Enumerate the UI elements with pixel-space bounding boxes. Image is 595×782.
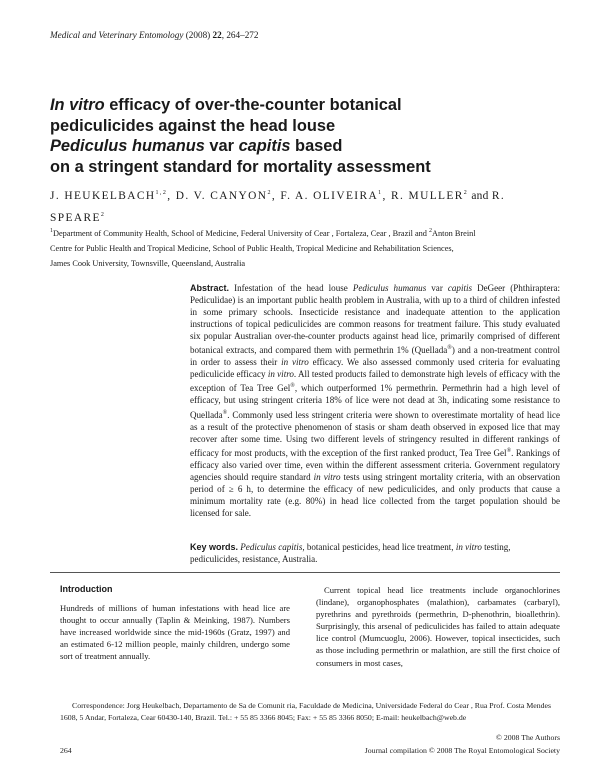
journal-name: Medical and Veterinary Entomology xyxy=(50,30,184,40)
affil-line-1: Department of Community Health, School of Medicine, Federal University of Cear , Fortaleza, Cear , Brazil and xyxy=(53,228,430,238)
keywords-heading: Key words. xyxy=(190,542,239,552)
registered-mark: ® xyxy=(222,409,228,416)
page-number: 264 xyxy=(60,746,72,755)
introduction-heading: Introduction xyxy=(60,584,113,594)
abstract-text: . All tested products failed to demonstrate high levels of efficacy with the exception of Tea Tree Gel xyxy=(190,369,560,394)
author-name: , D. V. CANYON xyxy=(167,189,268,202)
keywords-text: , botanical pesticides, head lice treatment, xyxy=(302,542,456,552)
title-line-3-rest: based xyxy=(290,137,343,155)
title-line-1: efficacy of over-the-counter botanical xyxy=(104,96,402,114)
abstract-text: ) and a non-treatment control in order to assess their xyxy=(190,345,560,368)
journal-pages: , 264–272 xyxy=(221,30,259,40)
title-line-2: pediculicides against the head louse xyxy=(50,116,336,135)
affil-line-3: James Cook University, Townsville, Queensland, Australia xyxy=(50,259,246,269)
affil-sup: 1 xyxy=(50,228,53,234)
section-divider xyxy=(50,572,560,573)
abstract xyxy=(190,282,560,519)
author-affil-sup: 2 xyxy=(267,190,272,196)
title-italic-capitis: capitis xyxy=(238,137,291,155)
abstract-italic: Pediculus humanus xyxy=(352,283,427,293)
abstract-text: , which outperformed 1% permethrin. Permethrin had a high level of efficacy, but using stringent criteria 18% of lice were not dead at 3h, indicating some resistance to Quellada xyxy=(190,383,560,420)
registered-mark: ® xyxy=(290,383,295,390)
abstract-italic: in vitro xyxy=(313,471,341,482)
title-italic-species: Pediculus humanus xyxy=(50,137,205,155)
abstract-text: efficacy. We also assessed commonly used criteria for evaluating pediculicide efficacy xyxy=(190,357,560,380)
author-conjunction: and xyxy=(468,189,492,202)
abstract-text: var xyxy=(426,283,448,293)
affiliations xyxy=(50,224,570,271)
abstract-text: DeGeer (Phthiraptera: Pediculidae) is an important public health problem in Australia, with up to a third of children infested in some primary schools. Insecticide resistance and inadequate attention to the application instructions of topical pediculicides are common reasons for treatment failure. This study evaluated six popular Australian over-the-counter products against head lice, primarily comprised of different botanical extracts, and compared them with permethrin 1% (Quellada xyxy=(190,283,560,356)
keywords-text: testing, pediculicides, resistance, Australia. xyxy=(190,542,511,565)
affil-sup: 2 xyxy=(429,228,433,234)
article-title xyxy=(50,95,560,177)
abstract-italic: in vitro xyxy=(267,369,294,380)
journal-year: (2008) xyxy=(185,30,211,40)
journal-compilation-notice: Journal compilation © 2008 The Royal Entomological Society xyxy=(364,746,560,755)
author-affil-sup: 2 xyxy=(463,190,469,196)
keyword-italic: in vitro xyxy=(455,542,482,552)
journal-header xyxy=(50,30,258,40)
keywords xyxy=(190,541,560,565)
title-var: var xyxy=(204,137,239,155)
title-line-4: on a stringent standard for mortality assessment xyxy=(50,157,431,176)
introduction-column-1: Hundreds of millions of human infestations with head lice are thought to occur annually (Taplin & Meinking, 1987). Numbers have increased worldwide since the mid-1960s (Gratz, 1997) and an estimated 6-12 million people, mainly children, undergo some sort of treatment annually. xyxy=(60,603,290,662)
abstract-heading: Abstract. xyxy=(190,283,230,293)
abstract-italic: capitis xyxy=(447,283,473,293)
correspondence-note: Correspondence: Jorg Heukelbach, Departamento de Sa de Comunit ria, Faculdade de Medicina, Universidade Federal do Cear , Rua Prof. Costa Mendes 1608, 5 Andar, Fortaleza, Cear 60430-140, Brazil. Tel.: + 55 85 3366 8045; Fax: + 55 85 3366 8050; E-mail: heukelbach@web.de xyxy=(60,701,552,723)
journal-volume: 22 xyxy=(212,30,222,40)
author-affil-sup: 1,2 xyxy=(155,190,168,196)
copyright-notice: © 2008 The Authors xyxy=(495,733,560,742)
author-affil-sup: 1 xyxy=(378,190,383,196)
registered-mark: ® xyxy=(506,447,512,454)
author-name: , F. A. OLIVEIRA xyxy=(271,189,379,202)
author-name: J. HEUKELBACH xyxy=(50,189,156,202)
author-name: , R. MULLER xyxy=(382,189,464,202)
abstract-text: . Commonly used less stringent criteria were shown to overestimate mortality of head lice as a result of the protective phenomenon of stasis or sham death observed in exposed lice that may recover after some time. Using two different levels of stringency resulted in different rankings of efficacy for most products, with the exception of the first ranked product, Tea Tree Gel xyxy=(190,409,560,458)
registered-mark: ® xyxy=(447,345,452,352)
abstract-text: . Rankings of efficacy also varied over time, even within the different assessment criteria. Government regulatory agencies should require standard xyxy=(190,447,560,482)
author-list xyxy=(50,184,560,228)
keyword-italic: Pediculus capitis xyxy=(240,542,303,552)
affil-line-2: Centre for Public Health and Tropical Medicine, School of Public Health, Tropical Medicine and Rehabilitation Sciences, xyxy=(50,243,454,253)
title-italic-in-vitro: In vitro xyxy=(50,96,105,114)
abstract-text: Infestation of the head louse xyxy=(229,283,353,293)
author-name: R. SPEARE xyxy=(50,189,506,224)
author-affil-sup: 2 xyxy=(100,211,106,218)
affil-line-1-end: Anton Breinl xyxy=(432,228,476,238)
abstract-text: tests using stringent mortality criteria, with an observation period of ≥ 6 h, to determine the efficacy of new pediculicides, and only products that cause a minimum mortality rate (e.g. 80%) in head lice collected from the target population should be licensed for sale. xyxy=(190,471,560,518)
abstract-italic: in vitro xyxy=(281,357,309,368)
introduction-column-2: Current topical head lice treatments include organochlorines (lindane), organophosphates (malathion), carbamates (carbaryl), pyrethrins and pyrethroids (permethrin, D-phenothrin, bioallethrin). Surprisingly, this arsenal of pediculicides has failed to attain adequate lice control (Mumcuoglu, 2006). However, topical insecticides, such as those including permethrin or malathion, are still the first choice of consumers in most cases, xyxy=(316,585,560,668)
